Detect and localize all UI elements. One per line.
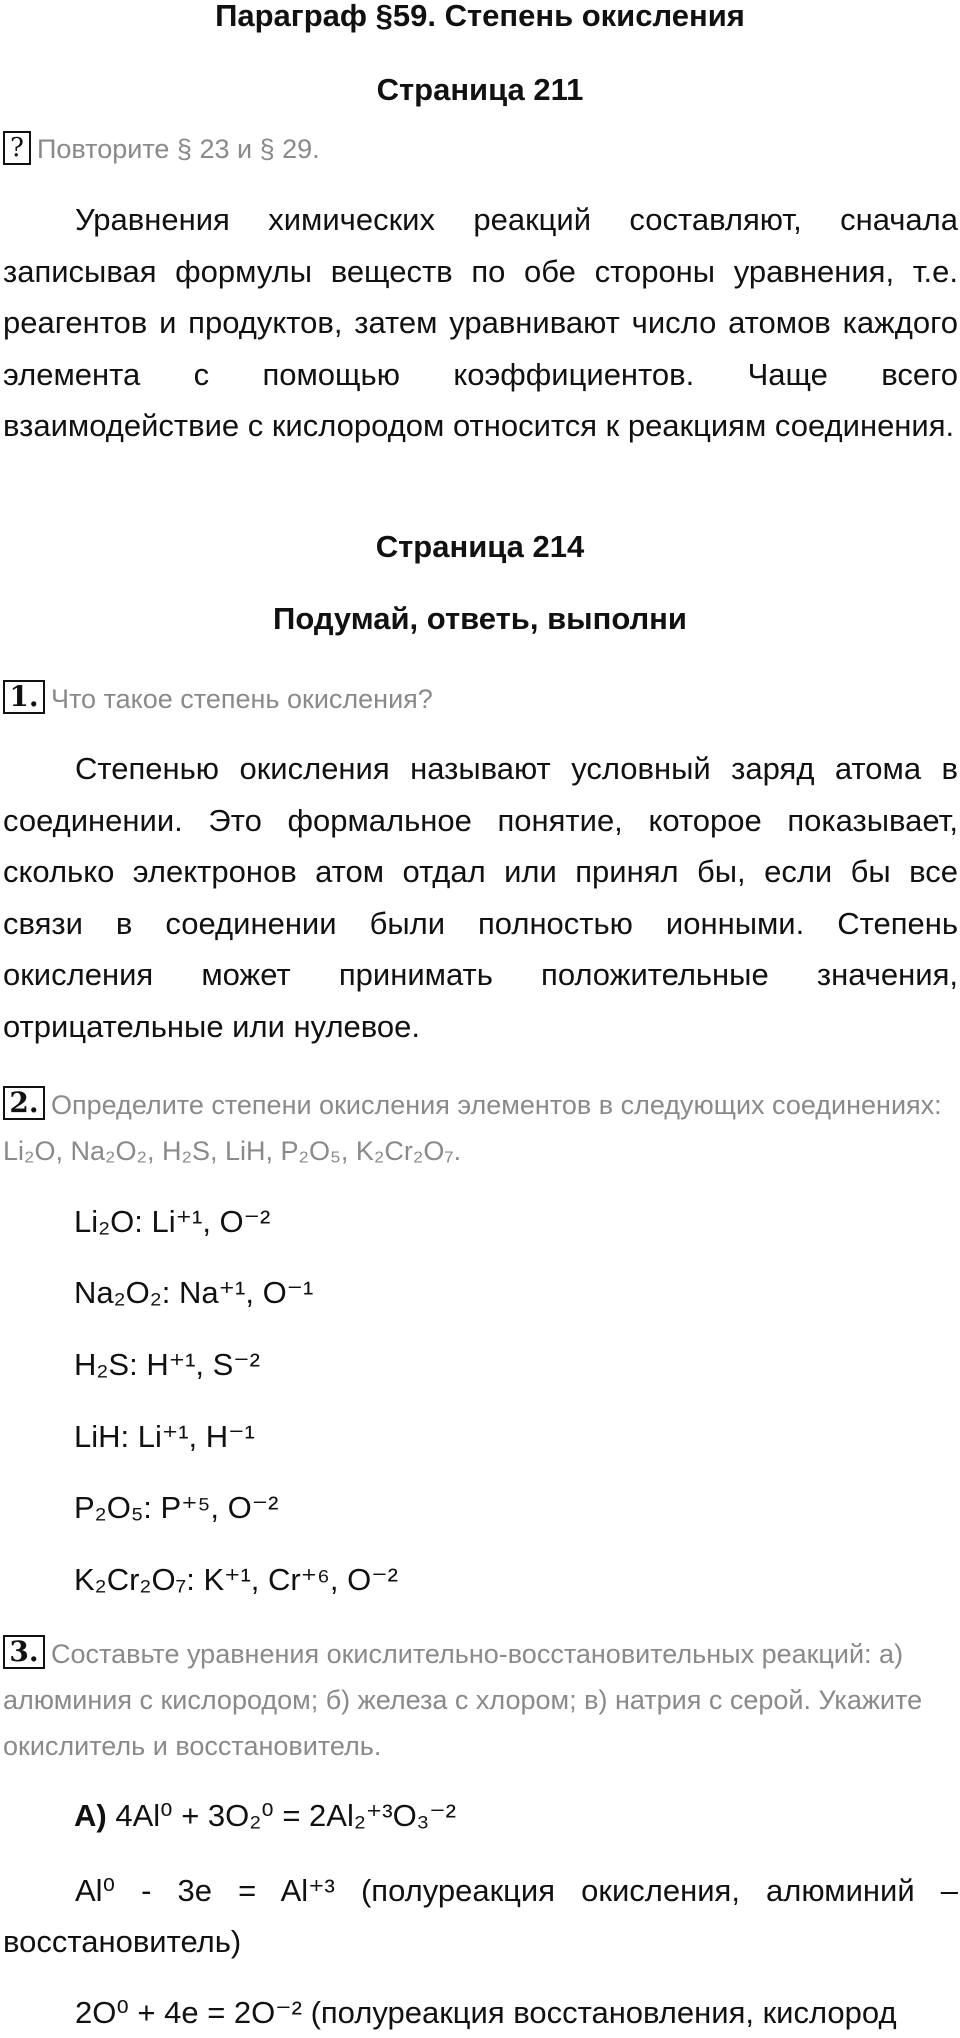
answer-2-line: Na₂O₂: Na⁺¹, O⁻¹ [74,1275,314,1310]
answer-2-line: P₂O₅: P⁺⁵, O⁻² [74,1490,279,1525]
answer-1-text: Степенью окисления называют условный заряд атома в соединении. Это формальное понятие, которое показывает, сколько электронов атом отдал или принял бы, если бы все связи в соединении были полностью ионными. Степень окисления может принимать положительные значения, отрицательные или нулевое. [3,751,958,1044]
question-1-text: Что такое степень окисления? [51,684,433,714]
page-number-heading: Страница 211 [376,72,584,107]
question-number-badge: 1. [3,680,45,714]
question-3-text: Составьте уравнения окислительно-восстановительных реакций: а) алюминия с кислородом; б) железа с хлором; в) натрия с серой. Укажите окислитель и восстановитель. [3,1639,923,1761]
question-number-badge: 2. [3,1086,45,1120]
intro-text: Уравнения химических реакций составляют, сначала записывая формулы веществ по обе стороны уравнения, т.е. реагентов и продуктов, затем уравнивают число атомов каждого элемента с помощью коэффициентов. Чаще всего взаимодействие с кислородом относится к реакциям соединения. [3,202,958,443]
intro-paragraph [3,194,958,452]
question-number-badge: 3. [3,1635,45,1669]
half-reaction-1 [3,1865,958,1967]
repeat-text: Повторите § 23 и § 29. [37,134,320,164]
page-number-heading-2: Страница 214 [375,529,585,564]
answer-1 [3,743,958,1052]
half-reaction-2-text: 2O⁰ + 4e = 2O⁻² (полуреакция восстановления, кислород [75,1995,897,2030]
half-reaction-2 [3,1987,958,2038]
answer-3-equation [74,1796,456,1836]
half-reaction-1-text: Al⁰ - 3e = Al⁺³ (полуреакция окисления, алюминий – восстановитель) [3,1873,958,1959]
question-3 [3,1631,958,1769]
answer-2-line: Li₂O: Li⁺¹, O⁻² [74,1204,271,1239]
question-2 [3,1082,958,1174]
answer-2-line: H₂S: H⁺¹, S⁻² [74,1347,260,1382]
answer-2-line: LiH: Li⁺¹, H⁻¹ [74,1419,255,1454]
question-mark-icon: ? [3,131,31,165]
question-2-text: Определите степени окисления элементов в следующих соединениях: Li₂O, Na₂O₂, H₂S, LiH, P₂O₅, K₂Cr₂O₇. [3,1090,942,1166]
question-1 [3,676,958,722]
page-title: Параграф §59. Степень окисления [215,0,745,33]
answer-3-label: А) [74,1798,107,1833]
answer-2-line: K₂Cr₂O₇: K⁺¹, Cr⁺⁶, O⁻² [74,1562,398,1597]
section-heading: Подумай, ответь, выполни [273,601,687,636]
answer-3-equation-text: 4Al⁰ + 3O₂⁰ = 2Al₂⁺³O₃⁻² [115,1798,456,1833]
repeat-question [3,126,958,172]
